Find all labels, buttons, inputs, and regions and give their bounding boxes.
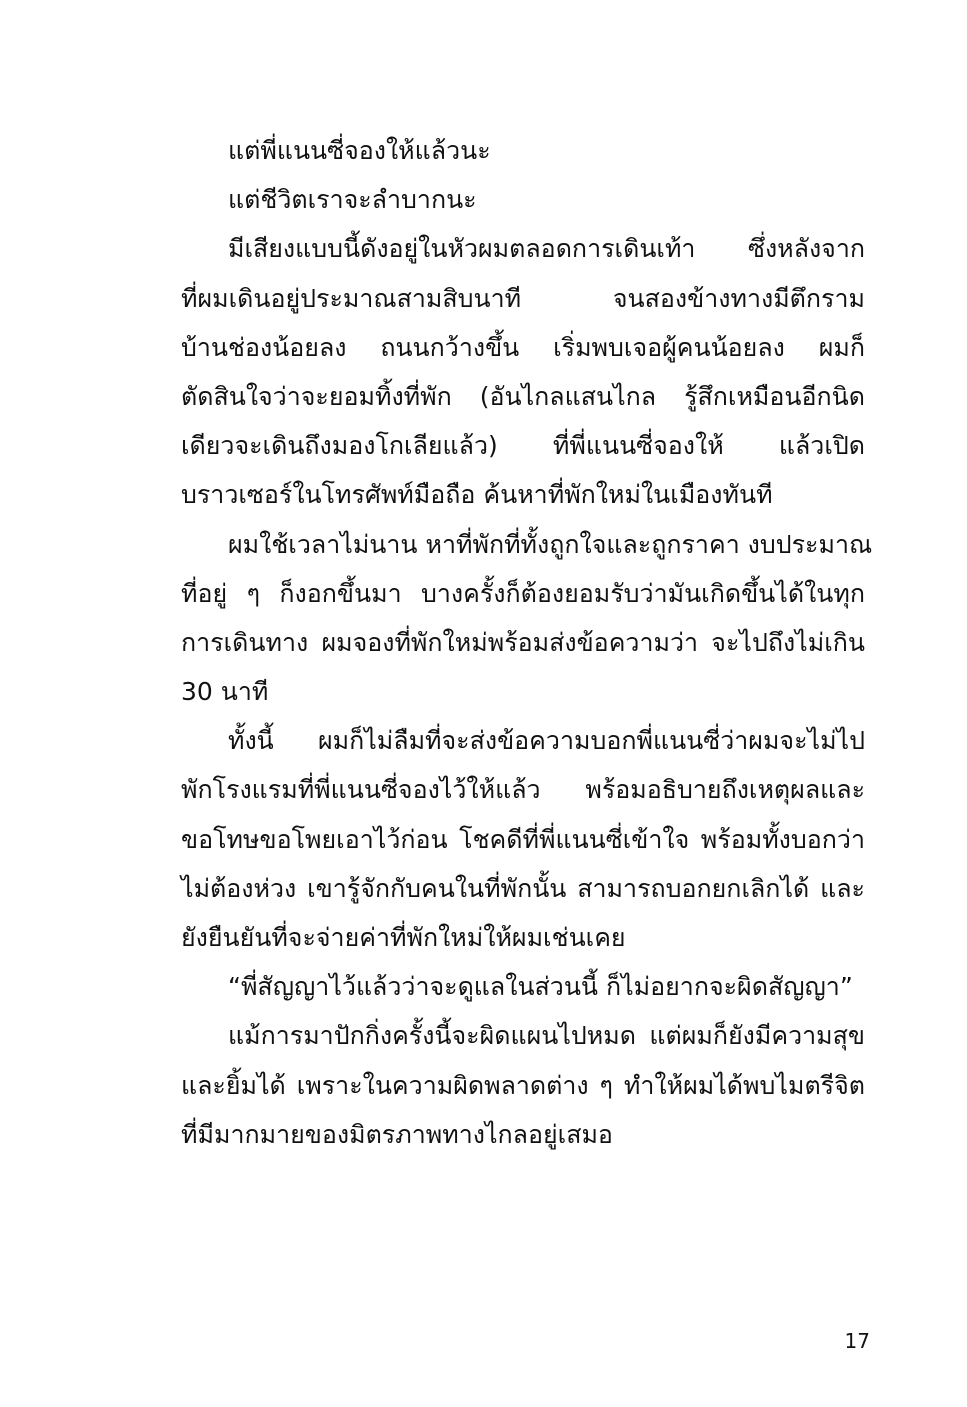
text-line: ทั้งนี้ ผมก็ไม่ลืมที่จะส่งข้อความบอกพี่แนนซี่ว่าผมจะไม่ไป [228, 726, 865, 756]
text-line: การเดินทาง ผมจองที่พักใหม่พร้อมส่งข้อความว่า จะไปถึงไม่เกิน [181, 627, 865, 657]
text-line: แม้การมาปักกิ่งครั้งนี้จะผิดแผนไปหมด แต่ผมก็ยังมีความสุข [228, 1021, 865, 1051]
text-line: บ้านช่องน้อยลง ถนนกว้างขึ้น เริ่มพบเจอผู้คนน้อยลง ผมก็ [181, 332, 865, 362]
body-text [181, 126, 873, 1159]
text-line: ผมใช้เวลาไม่นาน หาที่พักที่ทั้งถูกใจและถูกราคา งบประมาณ [228, 529, 873, 559]
text-line: แต่ชีวิตเราจะลำบากนะ [228, 185, 477, 215]
text-line: “พี่สัญญาไว้แล้วว่าจะดูแลในส่วนนี้ ก็ไม่อยากจะผิดสัญญา” [228, 972, 853, 1002]
page-number: 17 [844, 1329, 870, 1353]
text-line: ที่มีมากมายของมิตรภาพทางไกลอยู่เสมอ [181, 1119, 613, 1149]
text-line: ไม่ต้องห่วง เขารู้จักกับคนในที่พักนั้น สามารถบอกยกเลิกได้ และ [181, 873, 865, 903]
text-line: และยิ้มได้ เพราะในความผิดพลาดต่าง ๆ ทำให้ผมได้พบไมตรีจิต [181, 1070, 865, 1100]
text-line: แต่พี่แนนซี่จองให้แล้วนะ [228, 136, 491, 165]
text-line: บราวเซอร์ในโทรศัพท์มือถือ ค้นหาที่พักใหม่ในเมืองทันที [181, 480, 773, 510]
text-line: ตัดสินใจว่าจะยอมทิ้งที่พัก (อันไกลแสนไกล รู้สึกเหมือนอีกนิด [181, 381, 865, 411]
text-line: พักโรงแรมที่พี่แนนซี่จองไว้ให้แล้ว พร้อมอธิบายถึงเหตุผลและ [181, 775, 865, 805]
text-line: ที่ผมเดินอยู่ประมาณสามสิบนาที จนสองข้างทางมีตึกราม [181, 283, 865, 313]
text-line: 30 นาที [181, 677, 269, 707]
text-line: ขอโทษขอโพยเอาไว้ก่อน โชคดีที่พี่แนนซี่เข้าใจ พร้อมทั้งบอกว่า [181, 824, 865, 854]
text-line: ที่อยู่ ๆ ก็งอกขึ้นมา บางครั้งก็ต้องยอมรับว่ามันเกิดขึ้นได้ในทุก [181, 578, 865, 608]
text-line: เดียวจะเดินถึงมองโกเลียแล้ว) ที่พี่แนนซี่จองให้ แล้วเปิด [181, 431, 865, 461]
text-line: มีเสียงแบบนี้ดังอยู่ในหัวผมตลอดการเดินเท้า ซึ่งหลังจาก [228, 234, 865, 264]
text-line: ยังยืนยันที่จะจ่ายค่าที่พักใหม่ให้ผมเช่นเคย [181, 923, 626, 952]
